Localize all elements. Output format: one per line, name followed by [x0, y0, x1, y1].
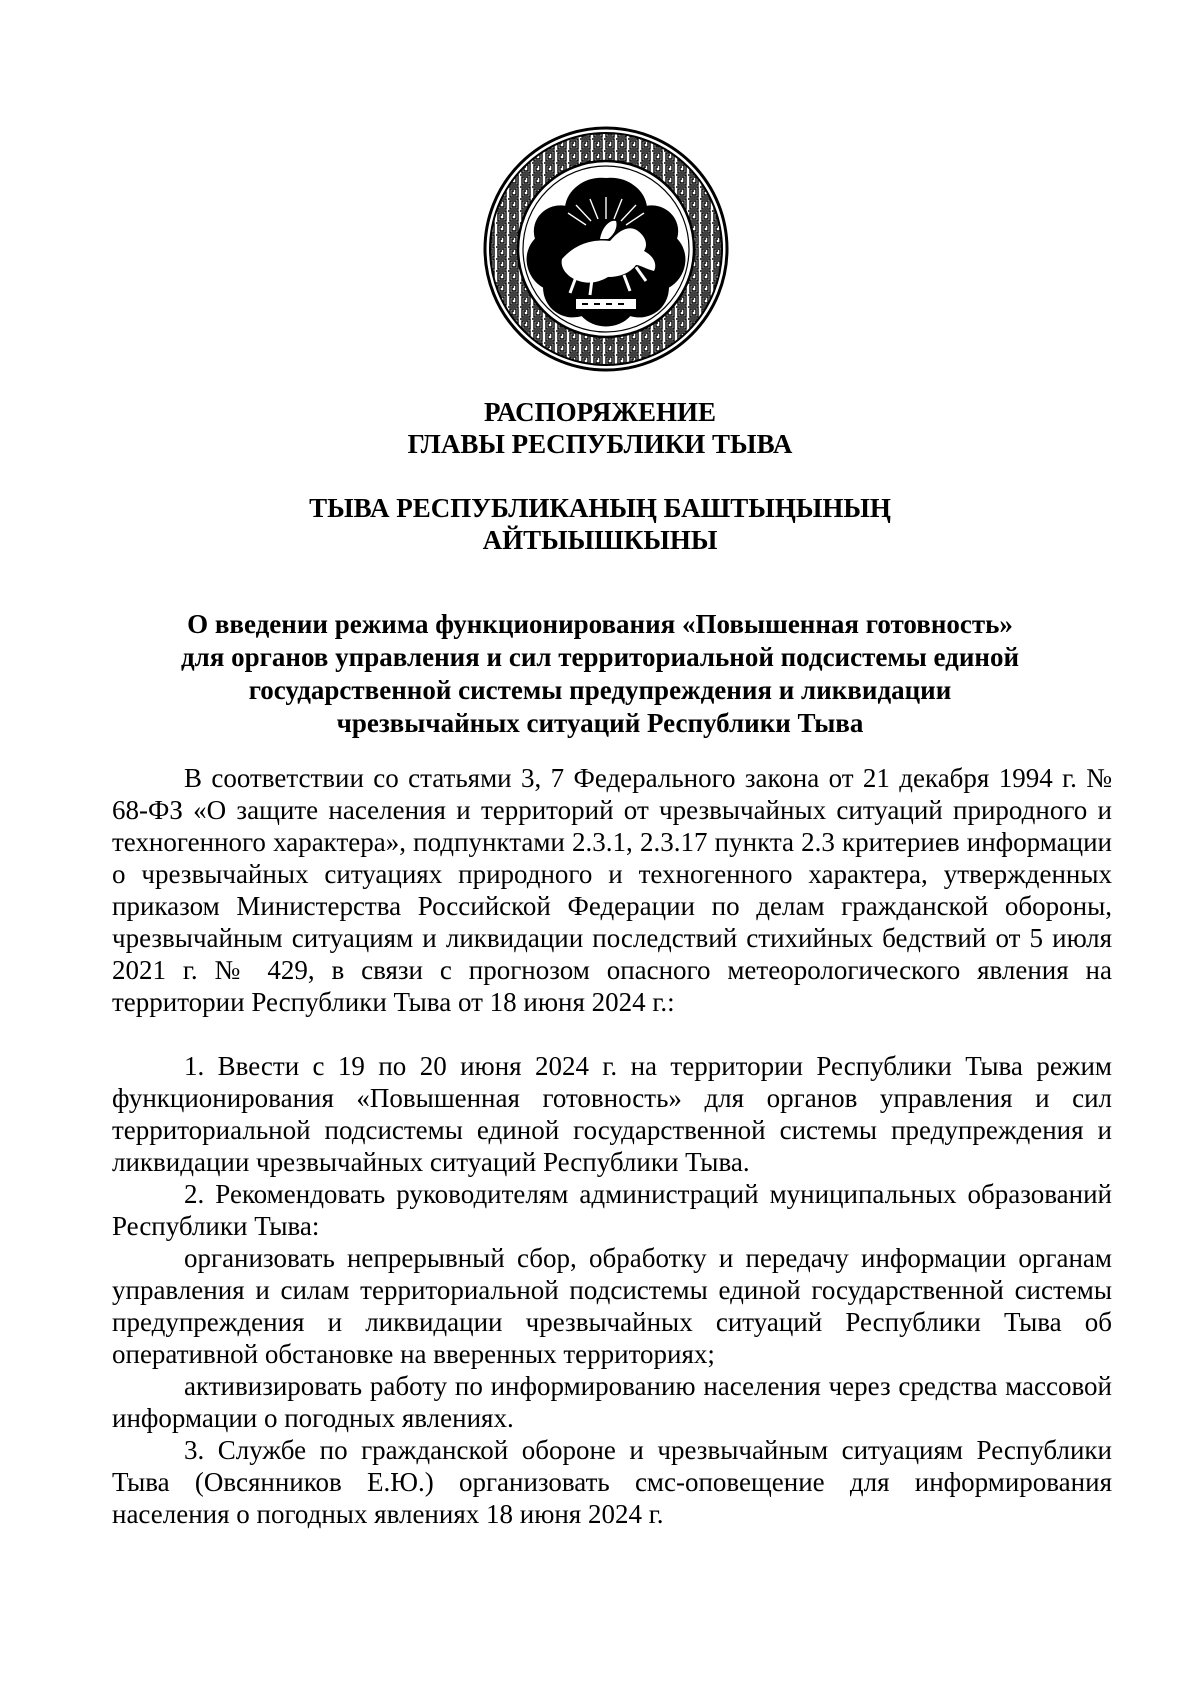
subject-line-1: О введении режима функционирования «Повышенная готовность» — [187, 609, 1013, 639]
title-line-1: РАСПОРЯЖЕНИЕ — [483, 397, 717, 427]
tuvan-line-1: ТЫВА РЕСПУБЛИКАНЫҢ БАШТЫҢЫНЫҢ — [309, 493, 891, 523]
document-subject — [0, 608, 1200, 740]
title-line-2: ГЛАВЫ РЕСПУБЛИКИ ТЫВА — [407, 429, 793, 459]
coat-of-arms-tuva-icon — [483, 126, 729, 372]
document-title — [0, 396, 1200, 460]
document-body — [112, 762, 1112, 1530]
item-2b-paragraph: активизировать работу по информированию населения через средства массовой информации о погодных явлениях. — [112, 1371, 1112, 1433]
subject-line-2: для органов управления и сил территориальной подсистемы единой — [180, 642, 1020, 672]
document-title-tuvan — [0, 492, 1200, 556]
preamble-paragraph: В соответствии со статьями 3, 7 Федерального закона от 21 декабря 1994 г. № 68-ФЗ «О защите населения и территорий от чрезвычайных ситуаций природного и техногенного характера», подпунктами 2.3.1, 2.3.17 пункта 2.3 критериев информации о чрезвычайных ситуациях природного и техногенного характера, утвержденных приказом Министерства Российской Федерации по делам гражданской обороны, чрезвычайным ситуациям и ликвидации последствий стихийных бедствий от 5 июля 2021 г. № 429, в связи с прогнозом опасного метеорологического явления на территории Республики Тыва от 18 июня 2024 г.: — [112, 763, 1112, 1017]
item-1-paragraph: 1. Ввести с 19 по 20 июня 2024 г. на территории Республики Тыва режим функционирования «Повышенная готовность» для органов управления и сил территориальной подсистемы единой государственной системы предупреждения и ликвидации чрезвычайных ситуаций Республики Тыва. — [112, 1051, 1112, 1177]
tuvan-line-2: АЙТЫЫШКЫНЫ — [482, 525, 718, 555]
subject-line-3: государственной системы предупреждения и ликвидации — [248, 675, 952, 705]
subject-line-4: чрезвычайных ситуаций Республики Тыва — [336, 708, 864, 738]
item-3-paragraph: 3. Службе по гражданской обороне и чрезвычайным ситуациям Республики Тыва (Овсянников Е.Ю.) организовать смс-оповещение для информирования населения о погодных явлениях 18 июня 2024 г. — [112, 1435, 1112, 1529]
item-2a-paragraph: организовать непрерывный сбор, обработку и передачу информации органам управления и силам территориальной подсистемы единой государственной системы предупреждения и ликвидации чрезвычайных ситуаций Республики Тыва об оперативной обстановке на вверенных территориях; — [112, 1243, 1112, 1369]
item-2-paragraph: 2. Рекомендовать руководителям администраций муниципальных образований Республики Тыва: — [112, 1179, 1112, 1241]
